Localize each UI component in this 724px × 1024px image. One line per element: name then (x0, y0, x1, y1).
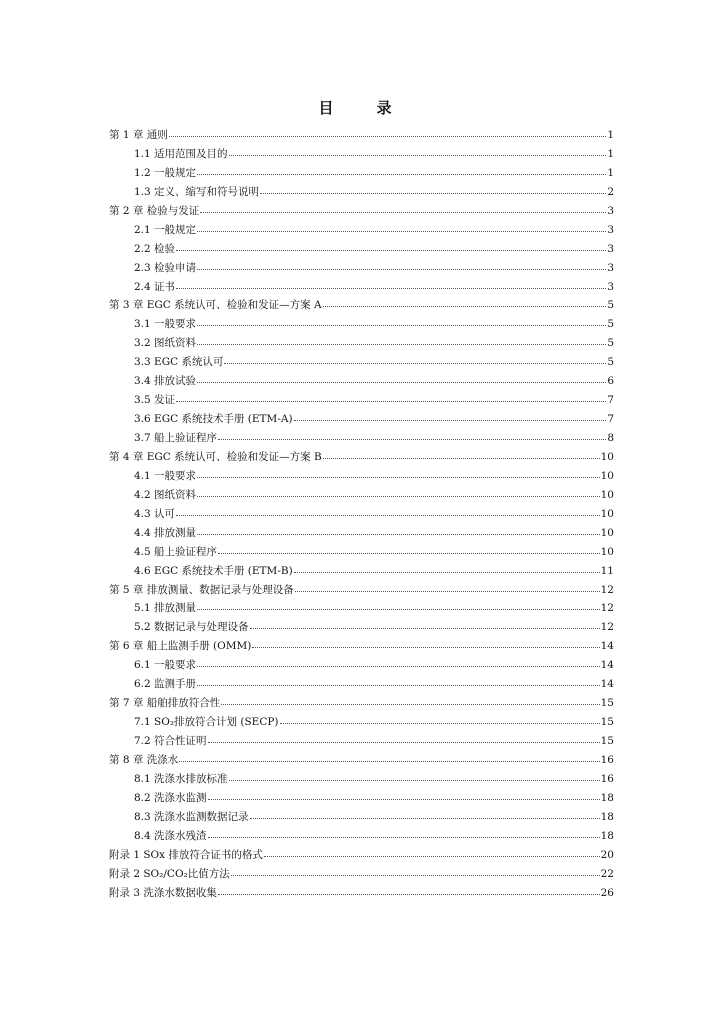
toc-page-number: 14 (600, 659, 614, 672)
toc-entry-label: 第 2 章 检验与发证 (109, 204, 200, 217)
toc-entry-label: 8.1 洗涤水排放标准 (134, 772, 228, 785)
toc-page-number: 14 (600, 640, 614, 653)
toc-page-number: 10 (600, 545, 614, 558)
toc-page-number: 1 (607, 129, 614, 141)
toc-page-number: 12 (600, 583, 614, 596)
toc-page-number: 5 (607, 299, 614, 312)
toc-chapter-entry[interactable] (109, 751, 614, 770)
toc-section-entry[interactable] (109, 372, 614, 391)
toc-entry-label: 6.2 监测手册 (134, 678, 197, 691)
toc-entry-label: 4.4 排放测量 (134, 526, 197, 539)
toc-entry-label: 2.4 证书 (134, 280, 176, 293)
toc-section-entry[interactable] (109, 486, 614, 505)
toc-section-entry[interactable] (109, 713, 614, 732)
toc-section-entry[interactable] (109, 391, 614, 410)
toc-entry-label: 附录 3 洗涤水数据收集 (109, 886, 217, 899)
toc-section-entry[interactable] (109, 789, 614, 808)
toc-dot-leader (179, 751, 599, 762)
toc-entry-label: 3.3 EGC 系统认可 (134, 356, 224, 369)
toc-chapter-entry[interactable] (109, 202, 614, 221)
toc-dot-leader (260, 183, 606, 194)
toc-chapter-entry[interactable] (109, 865, 614, 884)
toc-dot-leader (197, 315, 606, 326)
toc-section-entry[interactable] (109, 827, 614, 846)
toc-entry-label: 3.2 图纸资料 (134, 337, 197, 350)
toc-entry-label: 4.6 EGC 系统技术手册 (ETM-B) (134, 564, 293, 577)
toc-page-number: 8 (607, 432, 614, 444)
toc-chapter-entry[interactable] (109, 581, 614, 600)
toc-dot-leader (208, 732, 600, 743)
toc-entry-label: 3.7 船上验证程序 (134, 432, 218, 444)
toc-chapter-entry[interactable] (109, 448, 614, 467)
toc-page-number: 18 (600, 810, 614, 823)
toc-page-number: 5 (607, 337, 614, 350)
toc-section-entry[interactable] (109, 164, 614, 183)
toc-dot-leader (176, 391, 606, 402)
toc-dot-leader (229, 770, 600, 781)
toc-page-number: 3 (607, 280, 614, 293)
toc-section-entry[interactable] (109, 183, 614, 202)
toc-entry-label: 4.5 船上验证程序 (134, 545, 218, 558)
toc-dot-leader (264, 846, 600, 857)
toc-section-entry[interactable] (109, 656, 614, 675)
toc-entry-label: 3.4 排放试验 (134, 375, 197, 388)
toc-page-number: 15 (600, 716, 614, 729)
toc-dot-leader (197, 675, 600, 686)
toc-section-entry[interactable] (109, 467, 614, 486)
toc-entry-label: 8.4 洗涤水残渣 (134, 829, 207, 842)
toc-section-entry[interactable] (109, 562, 614, 581)
toc-section-entry[interactable] (109, 675, 614, 694)
toc-section-entry[interactable] (109, 145, 614, 164)
toc-dot-leader (197, 164, 606, 175)
toc-dot-leader (294, 562, 600, 573)
toc-entry-label: 第 8 章 洗涤水 (109, 753, 179, 766)
toc-dot-leader (250, 618, 600, 629)
toc-page-number: 6 (607, 375, 614, 388)
toc-chapter-entry[interactable] (109, 296, 614, 315)
toc-dot-leader (250, 808, 600, 819)
toc-entry-label: 第 7 章 船舶排放符合性 (109, 697, 221, 710)
toc-section-entry[interactable] (109, 543, 614, 562)
toc-section-entry[interactable] (109, 334, 614, 353)
toc-section-entry[interactable] (109, 732, 614, 751)
toc-dot-leader (295, 581, 600, 592)
toc-page-number: 26 (600, 886, 614, 899)
toc-dot-leader (197, 221, 606, 232)
toc-page-number: 15 (600, 697, 614, 710)
toc-page-number: 14 (600, 678, 614, 691)
toc-dot-leader (200, 202, 606, 213)
toc-dot-leader (197, 486, 600, 497)
toc-dot-leader (197, 334, 606, 345)
toc-page-number: 12 (600, 621, 614, 634)
toc-page-number: 3 (607, 242, 614, 255)
toc-entry-label: 第 1 章 通则 (109, 129, 168, 141)
toc-section-entry[interactable] (109, 505, 614, 524)
toc-entry-label: 第 3 章 EGC 系统认可、检验和发证—方案 A (109, 299, 322, 312)
toc-dot-leader (229, 145, 607, 156)
toc-section-entry[interactable] (109, 599, 614, 618)
toc-page-number: 16 (600, 772, 614, 785)
toc-page-number: 11 (600, 564, 614, 577)
toc-dot-leader (294, 410, 607, 421)
toc-section-entry[interactable] (109, 429, 614, 448)
toc-section-entry[interactable] (109, 524, 614, 543)
toc-page-number: 5 (607, 318, 614, 331)
toc-dot-leader (197, 524, 600, 535)
toc-dot-leader (221, 694, 599, 705)
toc-page-number: 3 (607, 204, 614, 217)
toc-entry-label: 6.1 一般要求 (134, 659, 197, 672)
toc-dot-leader (197, 656, 600, 667)
toc-dot-leader (252, 637, 599, 648)
toc-dot-leader (224, 353, 606, 364)
toc-section-entry[interactable] (109, 221, 614, 240)
toc-page-number: 10 (600, 507, 614, 520)
toc-section-entry[interactable] (109, 259, 614, 278)
toc-entry-label: 4.1 一般要求 (134, 469, 197, 482)
toc-entry-label: 附录 1 SOx 排放符合证书的格式 (109, 848, 263, 861)
toc-entry-label: 3.6 EGC 系统技术手册 (ETM-A) (134, 413, 293, 426)
toc-entry-label: 第 5 章 排放测量、数据记录与处理设备 (109, 583, 294, 596)
toc-entry-label: 1.3 定义、缩写和符号说明 (134, 185, 260, 198)
toc-dot-leader (176, 278, 606, 289)
toc-entry-label: 8.3 洗涤水监测数据记录 (134, 810, 249, 823)
toc-dot-leader (176, 505, 600, 516)
toc-entry-label: 3.5 发证 (134, 394, 176, 407)
toc-entry-label: 第 4 章 EGC 系统认可、检验和发证—方案 B (109, 450, 322, 463)
toc-entry-label: 7.2 符合性证明 (134, 735, 207, 747)
toc-page-number: 1 (607, 166, 614, 179)
toc-dot-leader (218, 429, 606, 440)
toc-entry-label: 2.2 检验 (134, 242, 176, 255)
toc-page-number: 20 (600, 848, 614, 861)
toc-dot-leader (323, 296, 607, 307)
toc-entry-label: 2.1 一般规定 (134, 223, 197, 236)
toc-dot-leader (197, 467, 600, 478)
toc-section-entry[interactable] (109, 770, 614, 789)
toc-page-number: 18 (600, 829, 614, 842)
toc-dot-leader (197, 259, 606, 270)
toc-dot-leader (218, 543, 600, 554)
toc-dot-leader (208, 827, 600, 838)
toc-entry-label: 附录 2 SO₂/CO₂比值方法 (109, 867, 230, 880)
toc-page-number: 15 (600, 735, 614, 747)
toc-page-number: 7 (607, 413, 614, 426)
toc-page-number: 18 (600, 791, 614, 804)
toc-page-number: 5 (607, 356, 614, 369)
toc-entry-label: 5.2 数据记录与处理设备 (134, 621, 249, 634)
toc-entry-label: 3.1 一般要求 (134, 318, 197, 331)
toc-dot-leader (169, 126, 607, 137)
toc-entry-label: 8.2 洗涤水监测 (134, 791, 207, 804)
toc-page-number: 10 (600, 488, 614, 501)
toc-section-entry[interactable] (109, 315, 614, 334)
toc-page-number: 10 (600, 526, 614, 539)
toc-entry-label: 4.3 认可 (134, 507, 176, 520)
toc-dot-leader (218, 884, 600, 895)
toc-dot-leader (176, 240, 606, 251)
toc-page-number: 22 (600, 867, 614, 880)
toc-section-entry[interactable] (109, 278, 614, 297)
toc-dot-leader (208, 789, 600, 800)
toc-section-entry[interactable] (109, 240, 614, 259)
toc-entry-label: 2.3 检验申请 (134, 261, 197, 274)
toc-section-entry[interactable] (109, 410, 614, 429)
toc-page-number: 12 (600, 602, 614, 615)
toc-chapter-entry[interactable] (109, 637, 614, 656)
toc-dot-leader (323, 448, 600, 459)
toc-dot-leader (197, 599, 600, 610)
toc-page-number: 16 (600, 753, 614, 766)
toc-entry-label: 第 6 章 船上监测手册 (OMM) (109, 640, 252, 653)
toc-chapter-entry[interactable] (109, 694, 614, 713)
toc-chapter-entry[interactable] (109, 884, 614, 903)
toc-list (109, 126, 614, 902)
toc-entry-label: 1.2 一般规定 (134, 166, 197, 179)
toc-dot-leader (280, 713, 600, 724)
toc-chapter-entry[interactable] (109, 846, 614, 865)
toc-section-entry[interactable] (109, 808, 614, 827)
toc-section-entry[interactable] (109, 353, 614, 372)
toc-entry-label: 7.1 SO₂排放符合计划 (SECP) (134, 716, 279, 729)
toc-page-number: 2 (607, 185, 614, 198)
toc-section-entry[interactable] (109, 618, 614, 637)
toc-entry-label: 1.1 适用范围及目的 (134, 147, 228, 160)
toc-page-number: 1 (607, 147, 614, 160)
toc-title: 目 录 (318, 99, 406, 117)
toc-dot-leader (231, 865, 600, 876)
toc-page-number: 7 (607, 394, 614, 407)
toc-chapter-entry[interactable] (109, 126, 614, 145)
toc-entry-label: 4.2 图纸资料 (134, 488, 197, 501)
toc-page-number: 3 (607, 261, 614, 274)
toc-page-number: 3 (607, 223, 614, 236)
toc-page-number: 10 (600, 469, 614, 482)
toc-entry-label: 5.1 排放测量 (134, 602, 197, 615)
toc-dot-leader (197, 372, 606, 383)
toc-page-number: 10 (600, 450, 614, 463)
